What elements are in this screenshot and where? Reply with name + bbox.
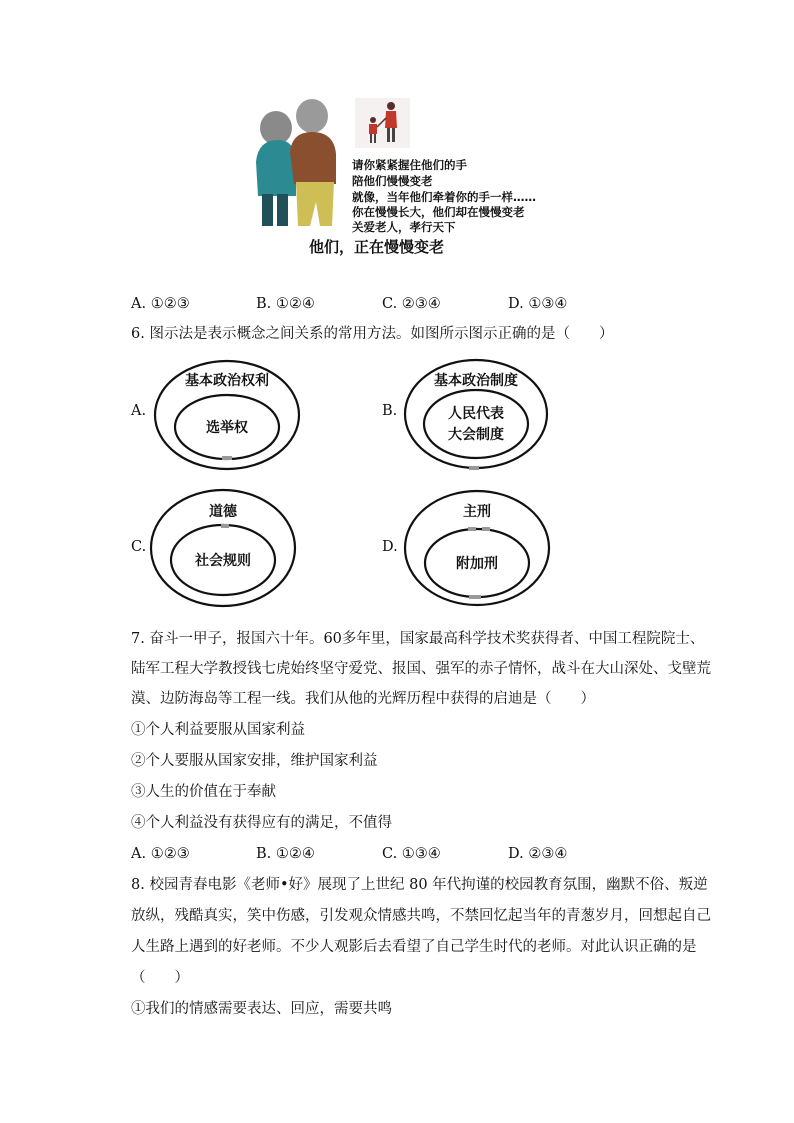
q7-option-b: B. ①②④ [256,846,315,862]
diagram-inner-label: 附加刑 [456,556,498,572]
q8-stem-line: 放纵，残酷真实，笑中伤感，引发观众情感共鸣，不禁回忆起当年的青葱岁月，回想起自己 [131,908,711,924]
q7-stem-line: 7. 奋斗一甲子，报国六十年。60多年里，国家最高科学技术奖获得者、中国工程院院士、 [131,631,705,647]
q8-stem-line: 8. 校园青春电影《老师•好》展现了上世纪 80 年代拘谨的校园教育氛围，幽默不俗、叛逆 [131,877,708,893]
q6-diagram-label-b: B. [382,403,398,419]
poster-caption-line: 就像，当年他们牵着你的手一样…… [352,190,536,204]
q7-option-a: A. ①②③ [131,846,190,862]
q6-diagram-label-a: A. [131,403,147,419]
poster-caption-line: 你在慢慢长大，他们却在慢慢变老 [352,205,525,219]
q8-stem-line: （ ） [131,970,189,986]
q5-option-a: A. ①②③ [131,296,190,312]
parent-child-image [355,98,410,148]
q6-diagram-d [402,489,552,611]
q7-item: ④个人利益没有获得应有的满足，不值得 [131,815,392,831]
poster-caption-line: 陪他们慢慢变老 [352,174,433,188]
q6-stem: 6. 图示法是表示概念之间关系的常用方法。如图所示图示正确的是（ ） [131,326,614,342]
diagram-outer-label: 基本政治权利 [185,373,269,389]
q5-option-d: D. ①③④ [508,296,568,312]
poster-title: 他们，正在慢慢变老 [309,238,445,256]
q5-option-b: B. ①②④ [256,296,315,312]
diagram-outer-label: 基本政治制度 [434,373,518,389]
q7-option-d: D. ②③④ [508,846,568,862]
q7-stem-line: 漠、边防海岛等工程一线。我们从他的光辉历程中获得的启迪是（ ） [131,691,595,707]
diagram-inner-label: 人民代表 [448,406,504,422]
q5-option-c: C. ②③④ [382,296,441,312]
elderly-couple-image [250,92,350,232]
q7-item: ③人生的价值在于奉献 [131,784,276,800]
q7-item: ②个人要服从国家安排，维护国家利益 [131,753,378,769]
q8-item: ①我们的情感需要表达、回应，需要共鸣 [131,1001,392,1017]
diagram-inner-label: 社会规则 [195,553,251,569]
q8-stem-line: 人生路上遇到的好老师。不少人观影后去看望了自己学生时代的老师。对此认识正确的是 [131,939,697,955]
q7-option-c: C. ①③④ [382,846,441,862]
diagram-inner-label: 选举权 [206,420,248,436]
q6-diagram-label-d: D. [382,539,398,555]
q6-diagram-b [401,358,551,476]
diagram-inner-label: 大会制度 [448,427,504,443]
q7-stem-line: 陆军工程大学教授钱七虎始终坚守爱党、报国、强军的赤子情怀，战斗在大山深处、戈壁荒 [131,661,711,677]
poster-caption-line: 请你紧紧握住他们的手 [352,158,467,172]
q7-item: ①个人利益要服从国家利益 [131,722,305,738]
q6-diagram-a [152,359,302,474]
poster-caption-line: 关爱老人，孝行天下 [352,220,456,234]
diagram-outer-label: 主刑 [463,504,491,520]
q6-diagram-label-c: C. [131,539,147,555]
q6-diagram-c [148,488,298,610]
diagram-outer-label: 道德 [209,504,237,520]
